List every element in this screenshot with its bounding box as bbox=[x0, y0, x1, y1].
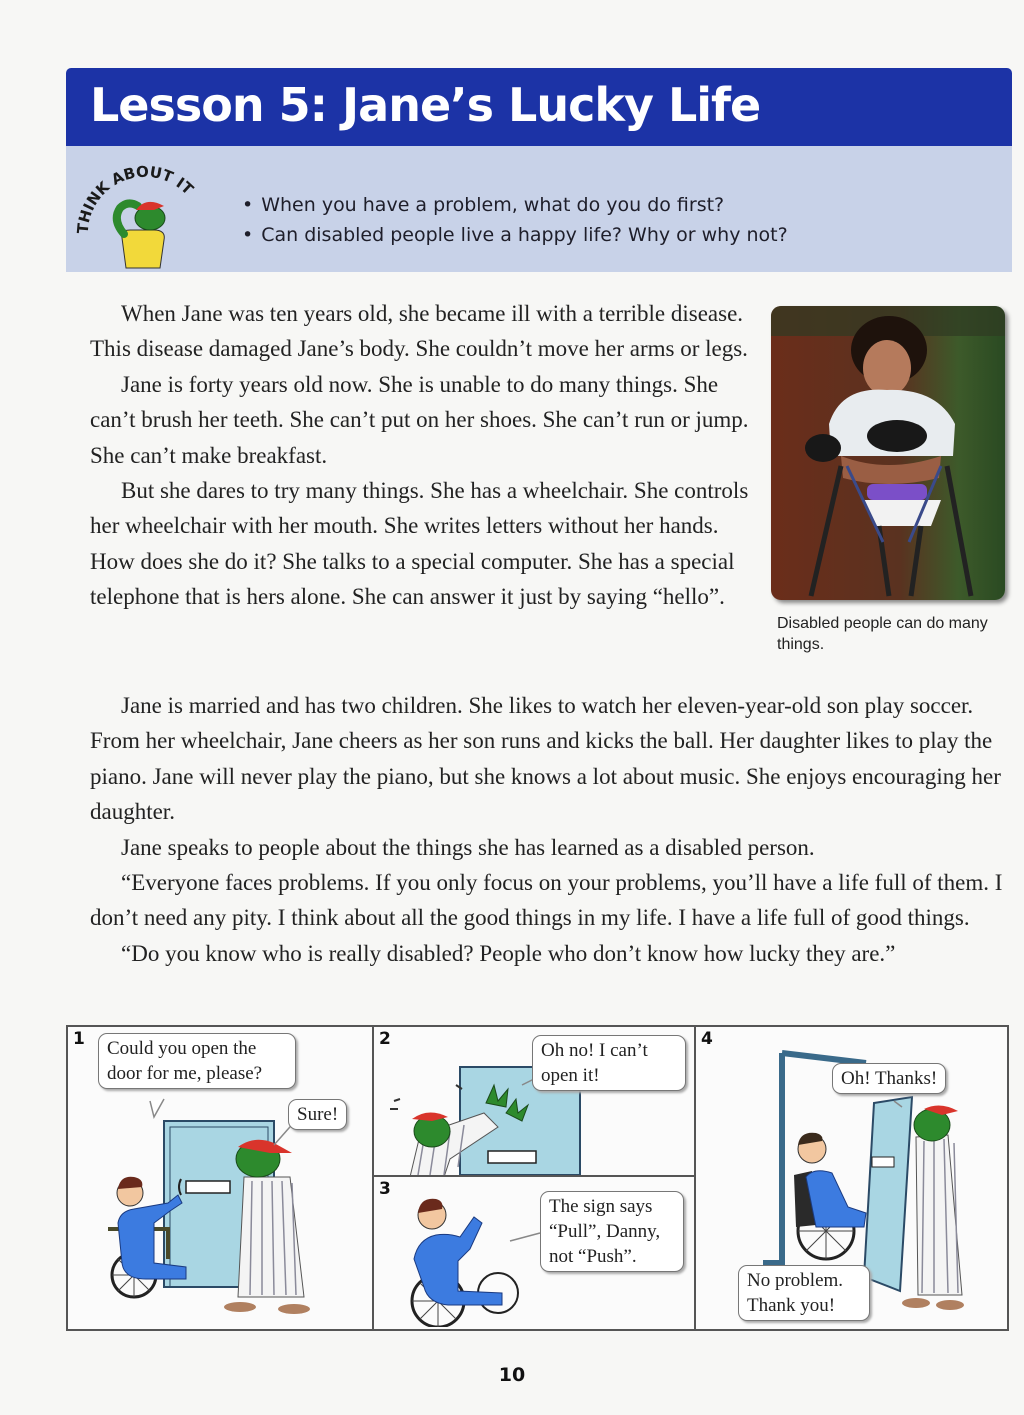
think-question: • When you have a problem, what do you do first? bbox=[242, 190, 788, 220]
comic-panel-3 bbox=[374, 1177, 696, 1329]
speech-bubble: Could you open the door for me, please? bbox=[98, 1033, 296, 1089]
comic-panel-4 bbox=[696, 1027, 1007, 1329]
panel-number: 4 bbox=[701, 1029, 713, 1049]
story-paragraph: When Jane was ten years old, she became ill with a terrible disease. This disease damaged Jane’s body. She couldn’t move her arms or legs. bbox=[90, 301, 748, 362]
photo-image bbox=[771, 306, 1005, 600]
lesson-title: Lesson 5: Jane’s Lucky Life bbox=[90, 78, 761, 132]
comic-panel-1 bbox=[68, 1027, 374, 1329]
think-questions-list bbox=[242, 190, 788, 250]
story-paragraph: “Everyone faces problems. If you only focus on your problems, you’ll have a life full of them. I don’t need any pity. I think about all the good things in my life. I have a life full of good things. bbox=[90, 870, 1003, 931]
speech-bubble: The sign says “Pull”, Danny, not “Push”. bbox=[540, 1191, 684, 1272]
panel-number: 1 bbox=[73, 1029, 85, 1049]
lesson-title-band bbox=[66, 68, 1012, 146]
panel-number: 2 bbox=[379, 1029, 391, 1049]
story-paragraph: “Do you know who is really disabled? People who don’t know how lucky they are.” bbox=[121, 940, 896, 966]
think-about-it-section bbox=[66, 146, 1012, 272]
speech-bubble: Sure! bbox=[288, 1099, 347, 1130]
speech-bubble: Oh no! I can’t open it! bbox=[532, 1035, 686, 1091]
comic-strip bbox=[66, 1025, 1009, 1331]
think-question: • Can disabled people live a happy life? Why or why not? bbox=[242, 220, 788, 250]
panel-number: 3 bbox=[379, 1179, 391, 1199]
wheelchair-athlete-photo bbox=[771, 306, 1005, 600]
story-paragraph: Jane is forty years old now. She is unable to do many things. She can’t brush her teeth. She can’t put on her shoes. She can’t run or jump. She can’t make breakfast. bbox=[90, 371, 749, 468]
photo-caption: Disabled people can do many things. bbox=[777, 615, 988, 653]
story-paragraph: Jane speaks to people about the things she has learned as a disabled person. bbox=[121, 834, 815, 860]
story-paragraph: But she dares to try many things. She has a wheelchair. She controls her wheelchair with her mouth. She writes letters without her hands. How does she do it? She talks to a special computer. She has a special telephone that is hers alone. She can answer it just by saying “hello”. bbox=[90, 478, 749, 610]
story-paragraph: Jane is married and has two children. She likes to watch her eleven-year-old son play soccer. From her wheelchair, Jane cheers as her son runs and kicks the ball. Her daughter likes to play the piano. Jane will never play the piano, but she knows a lot about music. She enjoys encouraging her daughter. bbox=[90, 693, 1001, 825]
story-column-narrow bbox=[90, 296, 752, 615]
speech-bubble: Oh! Thanks! bbox=[832, 1063, 946, 1094]
speech-bubble: No problem. Thank you! bbox=[738, 1265, 870, 1321]
svg-text:THINK ABOUT IT: THINK ABOUT IT bbox=[74, 162, 197, 235]
page-number: 10 bbox=[498, 1364, 526, 1386]
turtle-mascot-icon bbox=[74, 160, 214, 270]
comic-panel-2 bbox=[374, 1027, 696, 1177]
story-column-wide bbox=[90, 688, 1018, 971]
